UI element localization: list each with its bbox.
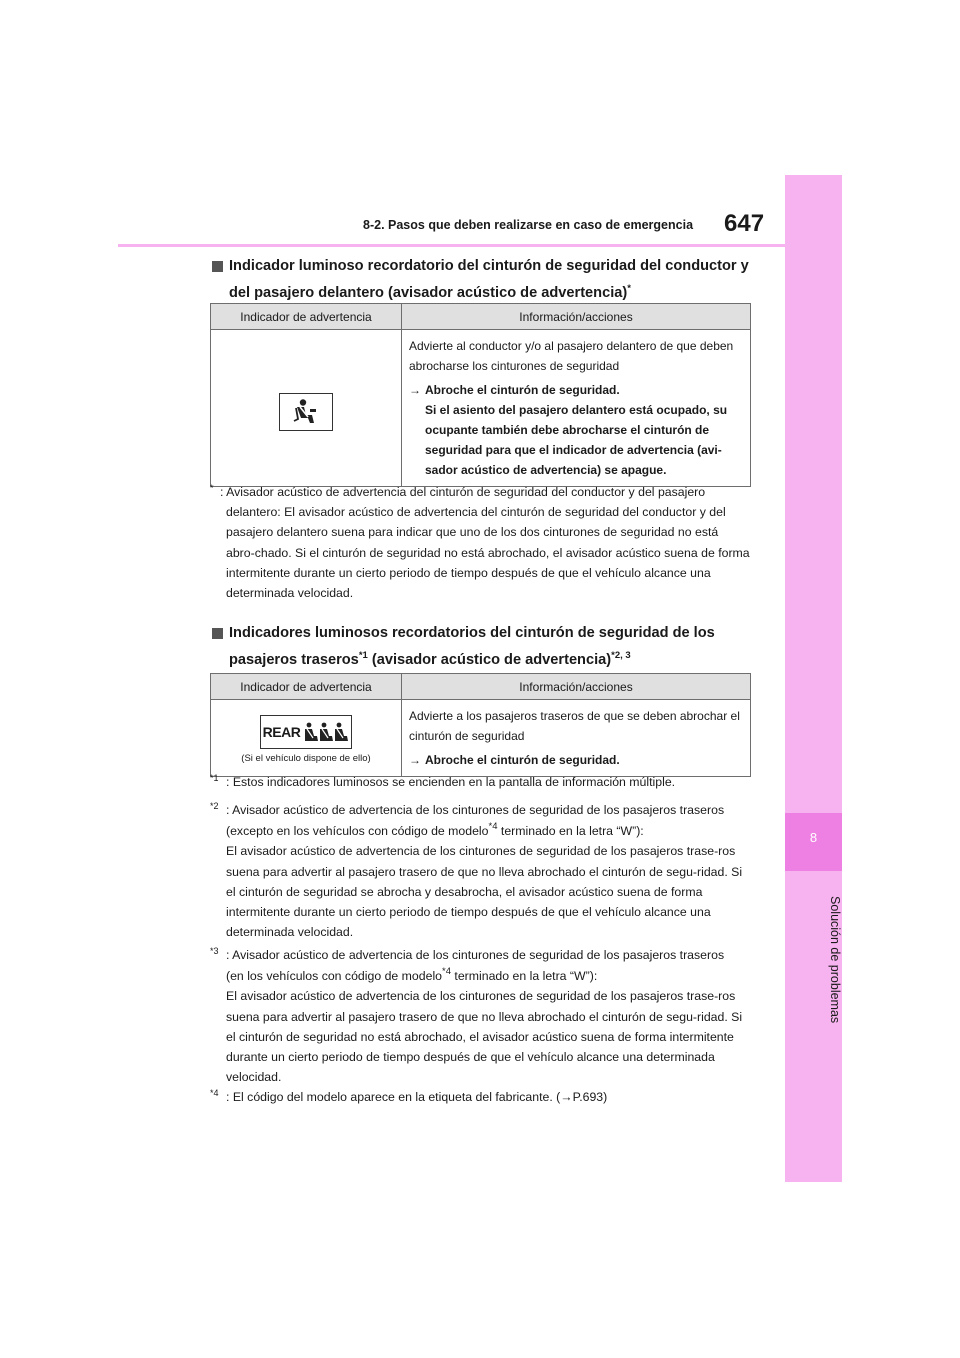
header-divider [118,244,785,247]
chapter-title: Solución de problemas [828,896,842,1024]
action-line: Abroche el cinturón de seguridad. [425,753,620,767]
footnote-1: $^{*1}$ : Estos indicadores luminosos se encienden en la pantalla de información múltiple. [210,773,676,789]
col-header-info: Información/acciones [402,674,751,700]
col-header-indicator: Indicador de advertencia [211,674,402,700]
arrow-icon: → [409,753,421,767]
action-line: Abroche el cinturón de seguridad. [425,383,620,397]
heading-bullet-icon [212,261,223,272]
footnote-4: $^{*4}$ : El código del modelo aparece en la etiqueta del fabricante. (→P.693) [210,1088,608,1104]
info-text: Advierte a los pasajeros traseros de que se deben abrochar el cinturón de seguridad [409,709,740,743]
rear-seatbelt-warning-icon: REAR [260,715,352,749]
footnote-2: $^{*2}$ : Avisador acústico de advertencia de los cinturones de seguridad de los pasajeros traseros (excepto en los vehículos con código de modelo$^{*4}$ terminado en la letra “W”): El avisador acústico de advertencia de los cinturones de seguridad de los pasajeros trase-ros suena para advertir al pasajero trasero de que no lleva abrochado el cinturón de segu-ridad. Si el cinturón de seguridad se abrocha y desabrocha, el avisador acústico suena de forma intermitente durante un cierto periodo de tiempo después de que el vehículo alcance una determinada velocidad. [210,801,743,940]
footnote-star: * : Avisador acústico de advertencia del cinturón de seguridad del conductor y del pasajero delantero: El avisador acústico de advertencia del cinturón de seguridad del conductor y del pasajero delantero suena para indicar que uno de los dos cinturones de seguridad no está abro-chado. Si el cinturón de seguridad no está abrochado, el avisador acústico suena de forma intermitente durante un cierto periodo de tiempo después de que el vehículo alcance una determinada velocidad. [210,483,750,601]
section1-table [210,303,751,487]
action-detail: Si el asiento del pasajero delantero está ocupado, su ocupante también debe abrocharse el cinturón de seguridad para que el indicador de advertencia (avi-sador acústico de advertencia) se apague. [425,403,728,477]
section2-table [210,673,751,777]
page-reference-link[interactable]: P.693) [572,1090,608,1104]
seatbelt-warning-icon [279,393,333,431]
chapter-number: 8 [809,830,818,845]
arrow-icon: → [560,1090,573,1104]
page-number: 647 [724,210,765,237]
info-cell [402,330,751,487]
info-cell [402,700,751,777]
col-header-info: Información/acciones [402,304,751,330]
section-title: 8-2. Pasos que deben realizarse en caso de emergencia [363,218,694,232]
indicator-cell [211,330,402,487]
indicator-cell [211,700,402,777]
footnote-3: $^{*3}$ : Avisador acústico de advertencia de los cinturones de seguridad de los pasajeros traseros (en los vehículos con código de modelo$^{*4}$ terminado en la letra “W”): El avisador acústico de advertencia de los cinturones de seguridad de los pasajeros trase-ros suena para advertir al pasajero trasero de que no lleva abrochado el cinturón de segu-ridad. Si el cinturón de seguridad no está abrochado, el avisador acústico suena de forma intermitente durante un cierto periodo de tiempo después de que el vehículo alcance una determinada velocidad. [210,946,743,1085]
heading-bullet-icon [212,628,223,639]
section2-heading: Indicadores luminosos recordatorios del cinturón de seguridad de los pasajeros traseros$^{*1}$ (avisador acústico de advertencia)$^{*2, 3}$ [212,620,752,674]
info-text: Advierte al conductor y/o al pasajero delantero de que deben abrocharse los cinturones de seguridad [409,339,734,373]
arrow-icon: → [409,383,421,397]
col-header-indicator: Indicador de advertencia [211,304,402,330]
icon-note: (Si el vehículo dispone de ello) [241,753,371,764]
section1-heading: Indicador luminoso recordatorio del cinturón de seguridad del conductor y del pasajero delantero (avisador acústico de advertencia)* [212,253,752,307]
